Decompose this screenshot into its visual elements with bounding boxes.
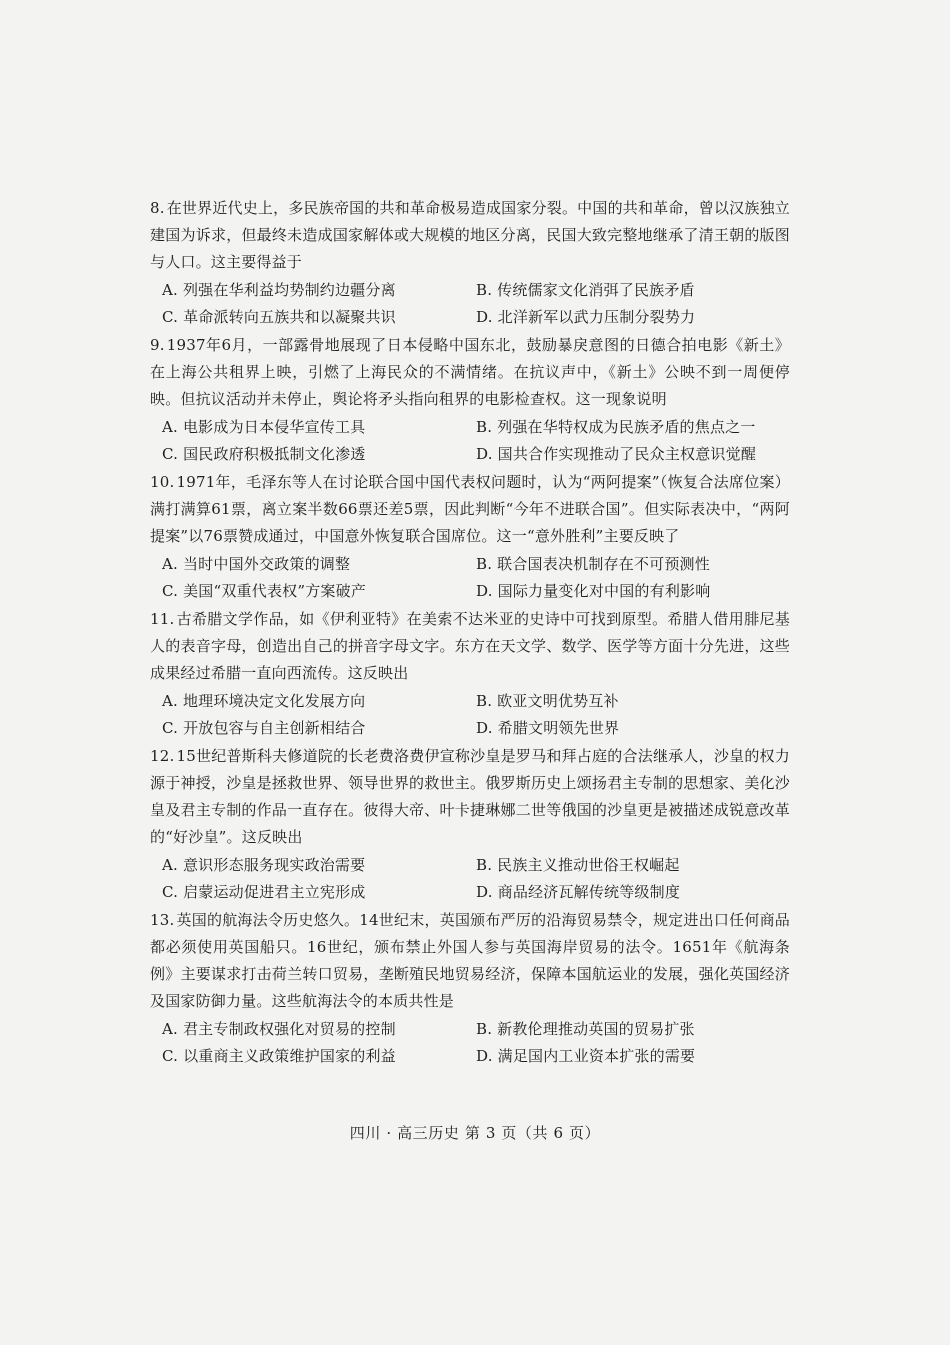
option-c: C. 启蒙运动促进君主立宪形成 [162, 883, 366, 901]
question-stem [150, 907, 790, 1015]
option-c: C. 革命派转向五族共和以凝聚共识 [162, 308, 396, 326]
option-a: A. 电影成为日本侵华宣传工具 [162, 418, 366, 436]
question-number: 10. [150, 473, 175, 491]
options [150, 277, 790, 331]
option-b: B. 联合国表决机制存在不可预测性 [476, 555, 710, 573]
question-text: 在世界近代史上，多民族帝国的共和革命极易造成国家分裂。中国的共和革命，曾以汉族独立建国为诉求，但最终未造成国家解体或大规模的地区分离，民国大致完整地继承了清王朝的版图与人口。这主要得益于 [150, 199, 790, 271]
options [150, 414, 790, 468]
option-a: A. 当时中国外交政策的调整 [162, 555, 351, 573]
option-d: D. 北洋新军以武力压制分裂势力 [476, 308, 696, 326]
question-12 [150, 743, 790, 906]
question-number: 12. [150, 747, 175, 765]
question-number: 9. [150, 336, 165, 354]
question-stem [150, 469, 790, 550]
question-stem [150, 195, 790, 276]
question-number: 13. [150, 911, 175, 929]
option-c: C. 开放包容与自主创新相结合 [162, 719, 366, 737]
question-number: 8. [150, 199, 165, 217]
option-d: D. 国共合作实现推动了民众主权意识觉醒 [476, 445, 757, 463]
option-d: D. 希腊文明领先世界 [476, 719, 620, 737]
option-a: A. 意识形态服务现实政治需要 [162, 856, 366, 874]
option-c: C. 以重商主义政策维护国家的利益 [162, 1047, 396, 1065]
options [150, 852, 790, 906]
question-list [150, 195, 790, 1071]
option-a: A. 君主专制政权强化对贸易的控制 [162, 1020, 396, 1038]
question-stem [150, 743, 790, 851]
option-d: D. 满足国内工业资本扩张的需要 [476, 1047, 696, 1065]
question-text: 15世纪普斯科夫修道院的长老费洛费伊宣称沙皇是罗马和拜占庭的合法继承人，沙皇的权力源于神授，沙皇是拯救世界、领导世界的救世主。俄罗斯历史上颂扬君主专制的思想家、美化沙皇及君主专制的作品一直存在。彼得大帝、叶卡捷琳娜二世等俄国的沙皇更是被描述成锐意改革的“好沙皇”。这反映出 [150, 747, 790, 846]
options [150, 688, 790, 742]
question-9 [150, 332, 790, 468]
option-d: D. 国际力量变化对中国的有利影响 [476, 582, 711, 600]
option-a: A. 地理环境决定文化发展方向 [162, 692, 366, 710]
option-b: B. 新教伦理推动英国的贸易扩张 [476, 1020, 695, 1038]
question-text: 1971年，毛泽东等人在讨论联合国中国代表权问题时，认为“两阿提案”（恢复合法席位案）满打满算61票，离立案半数66票还差5票，因此判断“今年不进联合国”。但实际表决中，“两阿提案”以76票赞成通过，中国意外恢复联合国席位。这一“意外胜利”主要反映了 [150, 473, 790, 545]
question-stem [150, 332, 790, 413]
question-number: 11. [150, 610, 175, 628]
option-b: B. 列强在华特权成为民族矛盾的焦点之一 [476, 418, 756, 436]
option-d: D. 商品经济瓦解传统等级制度 [476, 883, 681, 901]
question-10 [150, 469, 790, 605]
option-c: C. 美国“双重代表权”方案破产 [162, 582, 367, 600]
option-b: B. 民族主义推动世俗王权崛起 [476, 856, 680, 874]
option-c: C. 国民政府积极抵制文化渗透 [162, 445, 366, 463]
question-13 [150, 907, 790, 1070]
options [150, 551, 790, 605]
option-a: A. 列强在华利益均势制约边疆分离 [162, 281, 396, 299]
question-text: 1937年6月，一部露骨地展现了日本侵略中国东北，鼓励暴戾意图的日德合拍电影《新土》在上海公共租界上映，引燃了上海民众的不满情绪。在抗议声中，《新土》公映不到一周便停映。但抗议活动并未停止，舆论将矛头指向租界的电影检查权。这一现象说明 [150, 336, 790, 408]
options [150, 1016, 790, 1070]
page-footer: 四川 · 高三历史 第 3 页（共 6 页） [349, 1124, 601, 1142]
question-8 [150, 195, 790, 331]
option-b: B. 传统儒家文化消弭了民族矛盾 [476, 281, 695, 299]
question-text: 英国的航海法令历史悠久。14世纪末，英国颁布严厉的沿海贸易禁令，规定进出口任何商品都必须使用英国船只。16世纪，颁布禁止外国人参与英国海岸贸易的法令。1651年《航海条例》主要谋求打击荷兰转口贸易，垄断殖民地贸易经济，保障本国航运业的发展，强化英国经济及国家防御力量。这些航海法令的本质共性是 [150, 911, 790, 1010]
question-stem [150, 606, 790, 687]
question-11 [150, 606, 790, 742]
option-b: B. 欧亚文明优势互补 [476, 692, 619, 710]
question-text: 古希腊文学作品，如《伊利亚特》在美索不达米亚的史诗中可找到原型。希腊人借用腓尼基人的表音字母，创造出自己的拼音字母文字。东方在天文学、数学、医学等方面十分先进，这些成果经过希腊一直向西流传。这反映出 [150, 610, 790, 682]
